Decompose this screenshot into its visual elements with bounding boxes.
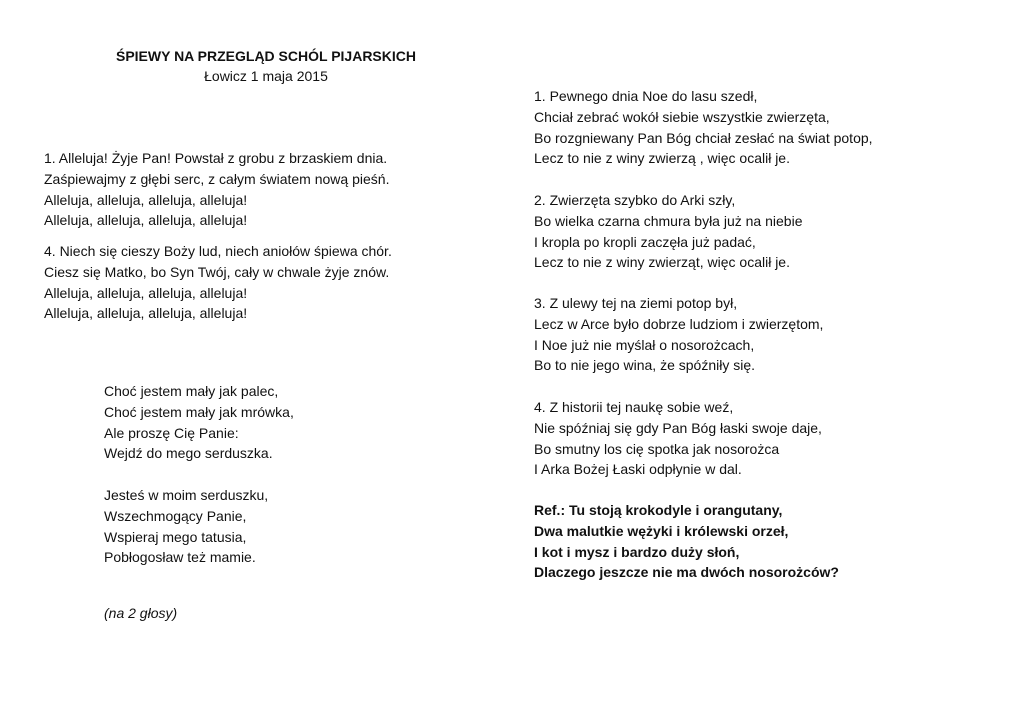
verse-line: Jesteś w moim serduszku, (104, 487, 269, 503)
verse-line: Alleluja, alleluja, alleluja, alleluja! (44, 212, 248, 229)
verse-line: Bo to nie jego wina, że spóźniły się. (534, 357, 756, 374)
verse-line: I Arka Bożej Łaski odpłynie w dal. (534, 461, 742, 478)
verse-line: Lecz to nie z winy zwierząt, więc ocalił je. (534, 254, 790, 271)
refrain-line: Dlaczego jeszcze nie ma dwóch nosorożców? (534, 564, 839, 581)
document-header (44, 46, 488, 86)
left-song2-stanza2 (104, 485, 268, 568)
right-verse-4 (534, 397, 822, 480)
verse-line: Lecz w Arce było dobrze ludziom i zwierzętom, (534, 315, 824, 332)
left-song2-stanza1 (104, 381, 294, 464)
verse-line: Wejdź do mego serduszka. (104, 445, 273, 462)
left-song1-verse1 (44, 148, 389, 231)
document-subtitle: Łowicz 1 maja 2015 (204, 68, 328, 84)
verse-line: Alleluja, alleluja, alleluja, alleluja! (44, 191, 248, 208)
refrain-line: I kot i mysz i bardzo duży słoń, (534, 543, 740, 560)
verse-line: Ale proszę Cię Panie: (104, 424, 239, 441)
verse-line: 1. Alleluja! Żyje Pan! Powstał z grobu z brzaskiem dnia. (44, 150, 388, 166)
verse-line: Nie spóźniaj się gdy Pan Bóg łaski swoje daje, (534, 419, 822, 436)
verse-line: 4. Z historii tej naukę sobie weź, (534, 399, 734, 415)
verse-line: Wspieraj mego tatusia, (104, 528, 247, 545)
verse-line: Alleluja, alleluja, alleluja, alleluja! (44, 284, 248, 301)
verse-line: Bo rozgniewany Pan Bóg chciał zesłać na świat potop, (534, 129, 873, 146)
left-song1-verse4 (44, 241, 392, 324)
verse-line: Zaśpiewajmy z głębi serc, z całym światem nową pieśń. (44, 170, 390, 187)
refrain-line: Dwa malutkie wężyki i królewski orzeł, (534, 522, 789, 539)
verse-line: 3. Z ulewy tej na ziemi potop był, (534, 295, 738, 311)
right-refrain (534, 500, 839, 583)
verse-line: Pobłogosław też mamie. (104, 549, 256, 566)
verse-line: I kropla po kropli zaczęła już padać, (534, 233, 756, 250)
right-verse-2 (534, 190, 802, 273)
performance-note: (na 2 głosy) (104, 605, 178, 621)
verse-line: Alleluja, alleluja, alleluja, alleluja! (44, 305, 248, 322)
verse-line: Bo smutny los cię spotka jak nosorożca (534, 440, 780, 457)
verse-line: Ciesz się Matko, bo Syn Twój, cały w chwale żyje znów. (44, 263, 390, 280)
verse-line: Lecz to nie z winy zwierzą , więc ocalił je. (534, 150, 790, 167)
verse-line: Choć jestem mały jak mrówka, (104, 403, 294, 420)
verse-line: Bo wielka czarna chmura była już na niebie (534, 212, 803, 229)
left-song2-note (104, 603, 177, 624)
verse-line: 1. Pewnego dnia Noe do lasu szedł, (534, 88, 758, 104)
verse-line: I Noe już nie myślał o nosorożcach, (534, 336, 755, 353)
refrain-line: Ref.: Tu stoją krokodyle i orangutany, (534, 502, 783, 518)
verse-line: Choć jestem mały jak palec, (104, 383, 279, 399)
right-verse-1 (534, 86, 873, 169)
right-verse-3 (534, 293, 823, 376)
verse-line: Chciał zebrać wokół siebie wszystkie zwierzęta, (534, 108, 830, 125)
verse-line: Wszechmogący Panie, (104, 507, 247, 524)
verse-line: 2. Zwierzęta szybko do Arki szły, (534, 192, 736, 208)
document-title: ŚPIEWY NA PRZEGLĄD SCHÓL PIJARSKICH (115, 48, 416, 64)
verse-line: 4. Niech się cieszy Boży lud, niech aniołów śpiewa chór. (44, 243, 392, 259)
